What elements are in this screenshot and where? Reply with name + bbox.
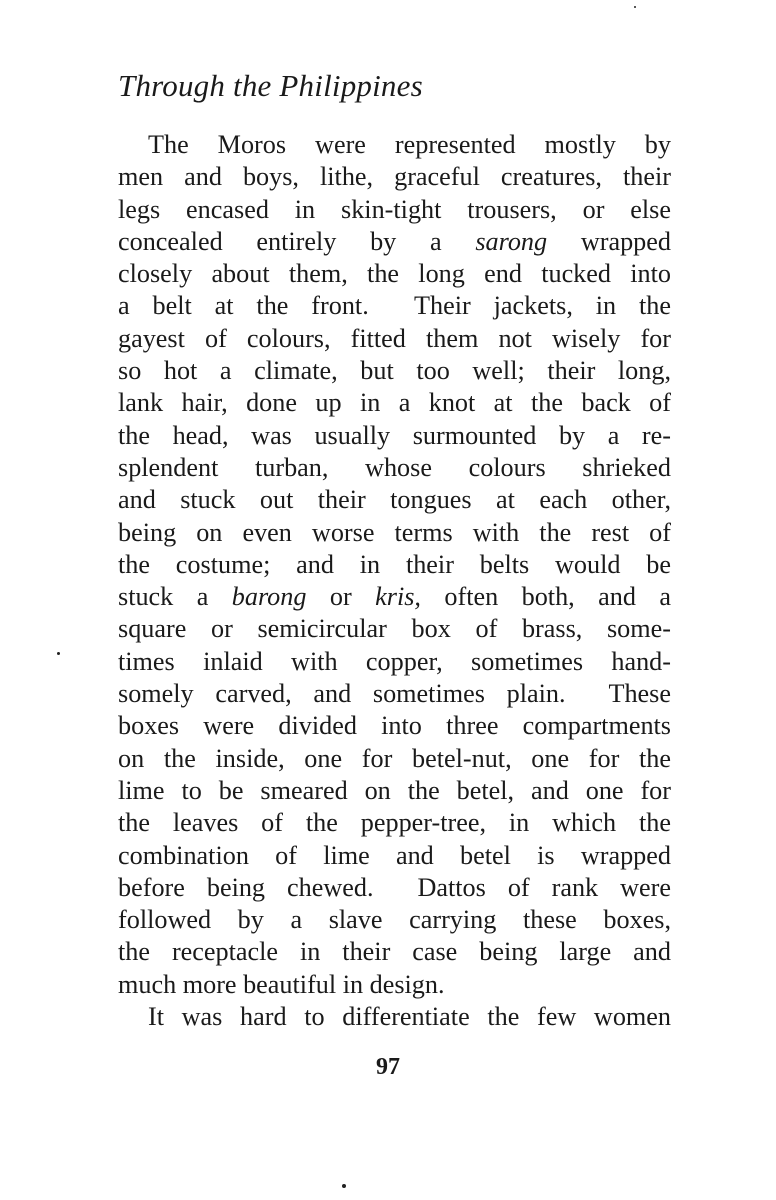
text-line bbox=[118, 807, 671, 839]
text-line bbox=[118, 1001, 671, 1033]
text-line bbox=[118, 775, 671, 807]
text-line bbox=[118, 936, 671, 968]
running-head: Through the Philippines bbox=[118, 68, 423, 103]
text-line bbox=[118, 484, 671, 516]
italic-term: barong bbox=[231, 582, 307, 612]
body-text bbox=[118, 129, 671, 1033]
text-run: times inlaid with copper, sometimes hand- bbox=[118, 646, 671, 676]
text-line bbox=[118, 840, 671, 872]
text-line bbox=[118, 969, 671, 1001]
text-line bbox=[118, 161, 671, 193]
text-line bbox=[118, 581, 671, 613]
italic-term: sarong bbox=[475, 226, 548, 256]
text-run: closely about them, the long end tucked into bbox=[118, 259, 671, 289]
text-line bbox=[118, 517, 671, 549]
text-run: often both, and a bbox=[420, 582, 671, 612]
scan-speck bbox=[57, 652, 60, 655]
text-run: The Moros were represented mostly by bbox=[148, 130, 671, 159]
text-run: It was hard to differentiate the few women bbox=[148, 1002, 671, 1032]
scan-speck bbox=[634, 6, 636, 8]
text-run: lank hair, done up in a knot at the back of bbox=[118, 388, 671, 418]
text-run: splendent turban, whose colours shrieked bbox=[118, 452, 671, 482]
text-run: or bbox=[306, 582, 376, 612]
text-run: on the inside, one for betel-nut, one for the bbox=[118, 743, 671, 773]
text-run: the receptacle in their case being large and bbox=[118, 937, 671, 967]
text-line bbox=[118, 129, 671, 161]
text-line bbox=[118, 646, 671, 678]
text-run: wrapped bbox=[547, 226, 671, 256]
page-number: 97 bbox=[376, 1054, 400, 1080]
text-run: stuck a bbox=[118, 582, 232, 612]
text-run: legs encased in skin-tight trousers, or else bbox=[118, 194, 671, 224]
text-run: the costume; and in their belts would be bbox=[118, 549, 671, 579]
text-line bbox=[118, 290, 671, 322]
text-line bbox=[118, 387, 671, 419]
text-line bbox=[118, 194, 671, 226]
text-line bbox=[118, 323, 671, 355]
scan-speck bbox=[342, 1184, 346, 1188]
text-run: square or semicircular box of brass, some- bbox=[118, 614, 671, 644]
text-run: boxes were divided into three compartments bbox=[118, 711, 671, 741]
text-line bbox=[118, 678, 671, 710]
text-run: lime to be smeared on the betel, and one for bbox=[118, 775, 671, 805]
text-run: much more beautiful in design. bbox=[118, 969, 445, 999]
text-line bbox=[118, 872, 671, 904]
text-line bbox=[118, 549, 671, 581]
text-line bbox=[118, 258, 671, 290]
text-run: the leaves of the pepper-tree, in which the bbox=[118, 808, 671, 838]
text-run: a belt at the front. Their jackets, in the bbox=[118, 291, 671, 321]
text-line bbox=[118, 452, 671, 484]
text-line bbox=[118, 613, 671, 645]
text-line bbox=[118, 710, 671, 742]
text-run: followed by a slave carrying these boxes, bbox=[118, 905, 671, 935]
text-run: the head, was usually surmounted by a re- bbox=[118, 420, 671, 450]
text-run: and stuck out their tongues at each other, bbox=[118, 485, 671, 515]
text-run: being on even worse terms with the rest of bbox=[118, 517, 671, 547]
text-run: men and boys, lithe, graceful creatures, their bbox=[118, 162, 671, 192]
text-line bbox=[118, 904, 671, 936]
text-line bbox=[118, 420, 671, 452]
text-line bbox=[118, 226, 671, 258]
text-run: so hot a climate, but too well; their long, bbox=[118, 356, 671, 386]
text-run: somely carved, and sometimes plain. These bbox=[118, 679, 671, 709]
text-run: gayest of colours, fitted them not wisely for bbox=[118, 323, 671, 353]
text-line bbox=[118, 355, 671, 387]
text-line bbox=[118, 743, 671, 775]
text-run: combination of lime and betel is wrapped bbox=[118, 840, 671, 870]
text-run: concealed entirely by a bbox=[118, 226, 476, 256]
italic-term: kris, bbox=[375, 582, 421, 612]
text-run: before being chewed. Dattos of rank were bbox=[118, 872, 671, 902]
